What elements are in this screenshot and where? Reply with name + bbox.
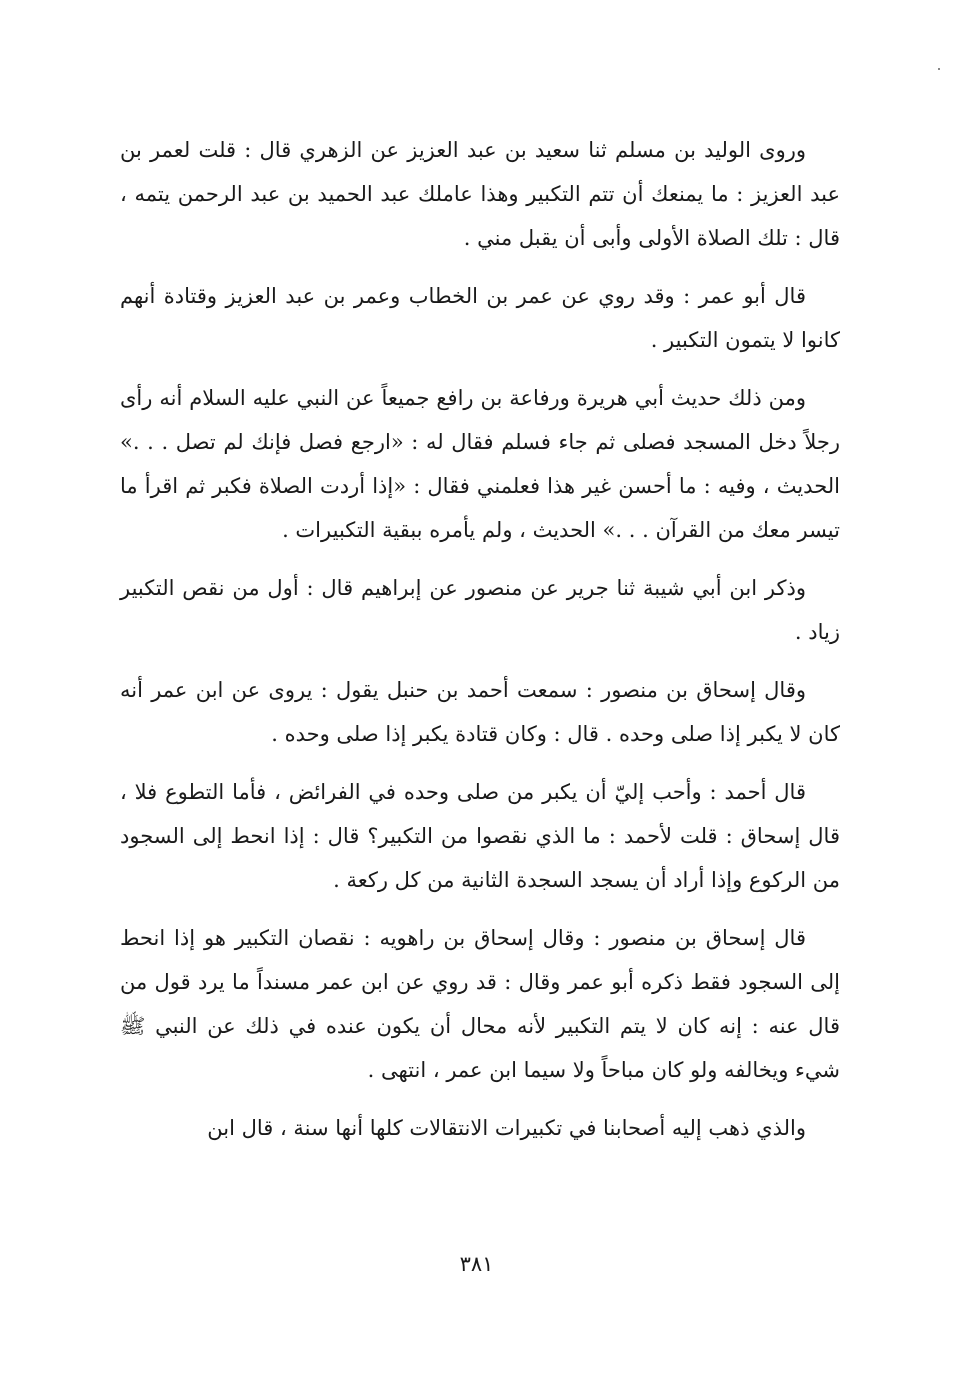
paragraph-5: وقال إسحاق بن منصور : سمعت أحمد بن حنبل يقول : يروى عن ابن عمر أنه كان لا يكبر إذا صلى وحده . قال : وكان قتادة يكبر إذا صلى وحده . (120, 678, 840, 746)
paragraph-7: قال إسحاق بن منصور : وقال إسحاق بن راهويه : نقصان التكبير هو إذا انحط إلى السجود فقط ذكره أبو عمر وقال : قد روي عن ابن عمر مسنداً ما يرد قول من قال عنه : إنه كان لا يتم التكبير لأنه محال أن يكون عنده في ذلك عن النبي ﷺ شيء ويخالفه ولو كان مباحاً ولا سيما ابن عمر ، انتهى . (120, 926, 840, 1082)
paragraph-6: قال أحمد : وأحب إليّ أن يكبر من صلى وحده في الفرائض ، فأما التطوع فلا ، قال إسحاق : قلت لأحمد : ما الذي نقصوا من التكبير؟ قال : إذا انحط إلى السجود من الركوع وإذا أراد أن يسجد السجدة الثانية من كل ركعة . (120, 780, 840, 892)
body-text (120, 128, 840, 1164)
paragraph-1: وروى الوليد بن مسلم ثنا سعيد بن عبد العزيز عن الزهري قال : قلت لعمر بن عبد العزيز : ما يمنعك أن تتم التكبير وهذا عاملك عبد الحميد بن عبد الرحمن يتمه ، قال : تلك الصلاة الأولى وأبى أن يقبل مني . (120, 138, 840, 250)
paragraph-8: والذي ذهب إليه أصحابنا في تكبيرات الانتقالات كلها أنها سنة ، قال ابن (207, 1116, 806, 1140)
paragraph-2: قال أبو عمر : وقد روي عن عمر بن الخطاب وعمر بن عبد العزيز وقتادة أنهم كانوا لا يتمون التكبير . (120, 284, 840, 352)
page-number: ٣٨١ (459, 1252, 494, 1276)
paragraph-3: ومن ذلك حديث أبي هريرة ورفاعة بن رافع جميعاً عن النبي عليه السلام أنه رأى رجلاً دخل المسجد فصلى ثم جاء فسلم فقال له : «ارجع فصل فإنك لم تصل . . .» الحديث ، وفيه : ما أحسن غير هذا فعلمني فقال : «إذا أردت الصلاة فكبر ثم اقرأ ما تيسر معك من القرآن . . .» الحديث ، ولم يأمره ببقية التكبيرات . (120, 386, 840, 542)
paragraph-4: وذكر ابن أبي شيبة ثنا جرير عن منصور عن إبراهيم قال : أول من نقص التكبير زياد . (120, 576, 840, 644)
scan-speck (938, 68, 940, 70)
